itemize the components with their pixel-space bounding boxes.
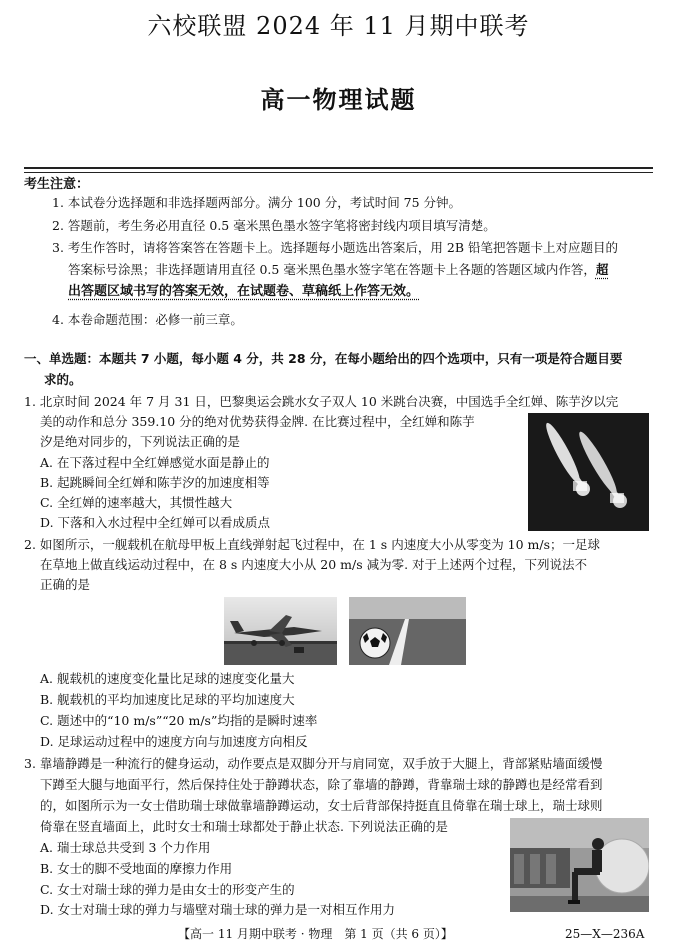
- notice-item-2: 2. 答题前，考生务必用直径 0.5 毫米黑色墨水签字笔将密封线内项目填写清楚。: [52, 218, 496, 233]
- q1-stem-line-3: 汐是绝对同步的，下列说法正确的是: [40, 434, 241, 449]
- exam-title: 六校联盟 2024 年 11 月期中联考: [147, 12, 530, 40]
- q1-stem-line-1: 1. 北京时间 2024 年 7 月 31 日，巴黎奥运会跳水女子双人 10 米跳台决赛，中国选手全红婵、陈芋汐以完: [24, 394, 619, 409]
- q1-option-d: D. 下落和入水过程中全红婵可以看成质点: [40, 515, 271, 530]
- soccer-ball-photo: [349, 597, 466, 665]
- q3-stem-line-4: 倚靠在竖直墙面上，此时女士和瑞士球都处于静止状态. 下列说法正确的是: [40, 819, 448, 834]
- q2-stem-line-1: 2. 如图所示，一舰载机在航母甲板上直线弹射起飞过程中，在 1 s 内速度大小从零变为 10 m/s；一足球: [24, 537, 601, 552]
- paper-code: 25—X—236A: [565, 927, 645, 941]
- notice-item-3-cont: [68, 262, 608, 278]
- carrier-jet-photo: [224, 597, 337, 665]
- notice-item-4: 4. 本卷命题范围：必修一前三章。: [52, 312, 243, 327]
- q3-stem-line-3: 的，如图所示为一女士借助瑞士球做靠墙静蹲运动，女士后背部保持挺直且倚靠在瑞士球上，瑞士球则: [40, 798, 603, 813]
- q2-option-a: A. 舰载机的速度变化量比足球的速度变化量大: [40, 671, 295, 686]
- q3-stem-line-1: 3. 靠墙静蹲是一种流行的健身运动，动作要点是双脚分开与肩同宽，双手放于大腿上，背部紧贴墙面缓慢: [24, 756, 603, 771]
- q1-option-b: B. 起跳瞬间全红婵和陈芋汐的加速度相等: [40, 475, 270, 490]
- q1-stem-line-2: 美的动作和总分 359.10 分的绝对优势获得金牌. 在比赛过程中，全红婵和陈芋: [40, 414, 475, 429]
- notice-heading: 考生注意：: [24, 177, 90, 192]
- q2-stem-line-3: 正确的是: [40, 577, 91, 592]
- q3-option-d: D. 女士对瑞士球的弹力与墙壁对瑞士球的弹力是一对相互作用力: [40, 902, 396, 917]
- section-heading-cont: 求的。: [44, 372, 82, 387]
- diving-photo: [528, 413, 649, 531]
- wall-squat-photo: [510, 818, 649, 912]
- q3-option-c: C. 女士对瑞士球的弹力是由女士的形变产生的: [40, 882, 295, 897]
- q3-option-a: A. 瑞士球总共受到 3 个力作用: [40, 840, 211, 855]
- q3-option-b: B. 女士的脚不受地面的摩擦力作用: [40, 861, 233, 876]
- notice-emphasis-start: 超: [595, 262, 609, 277]
- header-rule-thin: [24, 172, 653, 173]
- q2-option-d: D. 足球运动过程中的速度方向与加速度方向相反: [40, 734, 308, 749]
- q1-option-c: C. 全红婵的速率越大，其惯性越大: [40, 495, 233, 510]
- notice-item-1: 1. 本试卷分选择题和非选择题两部分。满分 100 分，考试时间 75 分钟。: [52, 195, 462, 210]
- q2-stem-line-2: 在草地上做直线运动过程中，在 8 s 内速度大小从 20 m/s 减为零. 对于上述两个过程，下列说法不: [40, 557, 588, 572]
- q2-option-c: C. 题述中的“10 m/s”“20 m/s”均指的是瞬时速率: [40, 713, 318, 728]
- notice-emphasis: 出答题区域书写的答案无效，在试题卷、草稿纸上作答无效。: [68, 284, 420, 299]
- notice-item-3: 3. 考生作答时，请将答案答在答题卡上。选择题每小题选出答案后，用 2B 铅笔把答题卡上对应题目的: [52, 240, 618, 255]
- subject-title: 高一物理试题: [260, 86, 417, 114]
- notice-item-3-text: 答案标号涂黑；非选择题请用直径 0.5 毫米黑色墨水签字笔在答题卡上各题的答题区域内作答，: [68, 262, 596, 277]
- section-heading: 一、单选题：本题共 7 小题，每小题 4 分，共 28 分，在每小题给出的四个选项中，只有一项是符合题目要: [24, 351, 623, 366]
- page-footer: 【高一 11 月期中联考 · 物理 第 1 页（共 6 页）】: [178, 927, 453, 941]
- header-rule: [24, 167, 653, 169]
- q1-option-a: A. 在下落过程中全红婵感觉水面是静止的: [40, 455, 270, 470]
- q2-option-b: B. 舰载机的平均加速度比足球的平均加速度大: [40, 692, 295, 707]
- q3-stem-line-2: 下蹲至大腿与地面平行，然后保持住处于静蹲状态，除了靠墙的静蹲，背靠瑞士球的静蹲也是经常看到: [40, 777, 603, 792]
